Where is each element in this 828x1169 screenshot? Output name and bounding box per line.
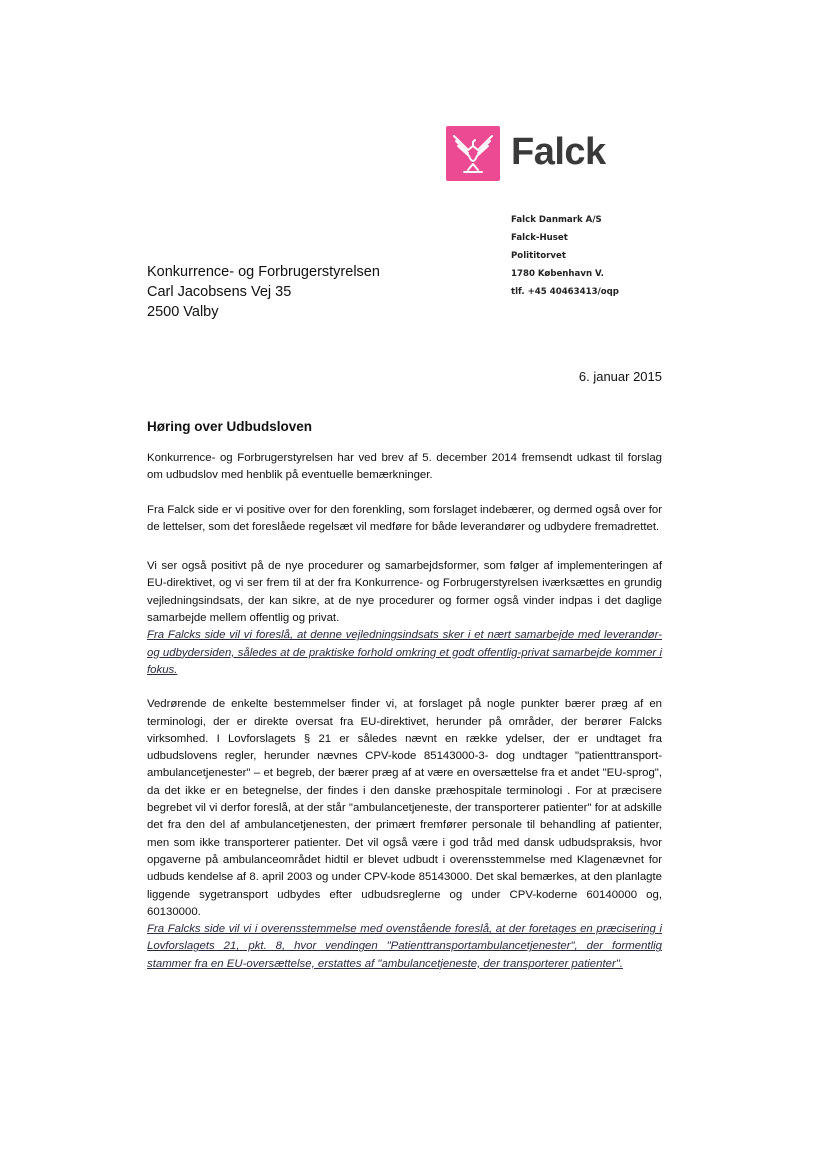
paragraph-4-highlight: Fra Falcks side vil vi i overensstemmelse med ovenstående foreslå, at der foretages en præcisering i Lovforslagets 21, pkt. 8, hvor vendingen "Patienttransportambulancetjenester", der formentlig stammer fra en EU-oversættelse, erstattes af "ambulancetjeneste, der transporterer patienter". [147,923,662,970]
paragraph-1: Konkurrence- og Forbrugerstyrelsen har ved brev af 5. december 2014 fremsendt udkast til forslag om udbudslov med henblik på eventuelle bemærkninger. [147,452,662,482]
paragraph-3-highlight: Fra Falcks side vil vi foreslå, at denne vejledningsindsats sker i et nært samarbejde med leverandør- og udbydersiden, således at de praktiske forhold omkring et godt offentlig-privat samarbejde kommer i fokus. [147,629,662,676]
recipient-name: Konkurrence- og Forbrugerstyrelsen [147,264,380,280]
sender-address [511,211,619,301]
sender-phone: tlf. +45 40463413/oqp [511,287,619,297]
sender-street: Polititorvet [511,251,566,261]
recipient-street: Carl Jacobsens Vej 35 [147,284,292,300]
brand-logo-text: Falck [511,131,606,173]
recipient-address [147,262,380,322]
letter-body [147,450,662,973]
recipient-city: 2500 Valby [147,304,219,320]
paragraph-4: Vedrørende de enkelte bestemmelser finder vi, at forslaget på nogle punkter bærer præg af en terminologi, der er direkte oversat fra EU-direktivet, herunder på områder, der berører Falcks virksomhed. I Lovforslagets § 21 er således nævnt en række ydelser, der er undtaget fra udbudslovens regler, herunder nævnes CPV-kode 85143000-3- dog undtager "patienttransport-ambulancetjenester" – et begreb, der bærer præg af at være en oversættelse fra et andet "EU-sprog", da det ikke er en betegnelse, der findes i den danske præhospitale terminologi . For at præcisere begrebet vil vi derfor foreslå, at der står "ambulancetjeneste, der transporterer patienter" for at adskille det fra den del af ambulancetjenesten, der primært fremfører personale til behandling af patienter, men som ikke transporterer patienter. Det vil også være i god tråd med dansk udbudspraksis, hvor opgaverne på ambulanceområdet hidtil er blevet udbudt i overensstemmelse med Klagenævnet for udbuds kendelse af 8. april 2003 og under CPV-kode 85143000. Det skal bemærkes, at den planlagte liggende sygetransport udbydes efter udbudsreglerne og under CPV-koderne 60140000 og, 60130000. [147,698,662,918]
letter-subject: Høring over Udbudsloven [147,419,313,434]
paragraph-3: Vi ser også positivt på de nye procedurer og samarbejdsformer, som følger af implementeringen af EU-direktivet, og vi ser frem til at der fra Konkurrence- og Forbrugerstyrelsen iværksættes en grundig vejledningsindsats, der kan sikre, at de nye procedurer og former også vinder indpas i det daglige samarbejde mellem offentlig og privat. [147,560,662,625]
sender-city: 1780 København V. [511,269,604,279]
letter-date: 6. januar 2015 [578,369,662,384]
paragraph-2: Fra Falck side er vi positive over for den forenkling, som forslaget indebærer, og dermed også over for de lettelser, som det foreslåede regelsæt vil medføre for både leverandører og udbydere fremadrettet. [147,503,662,533]
eagle-icon [446,126,500,181]
sender-building: Falck-Huset [511,233,568,243]
sender-company: Falck Danmark A/S [511,215,602,225]
